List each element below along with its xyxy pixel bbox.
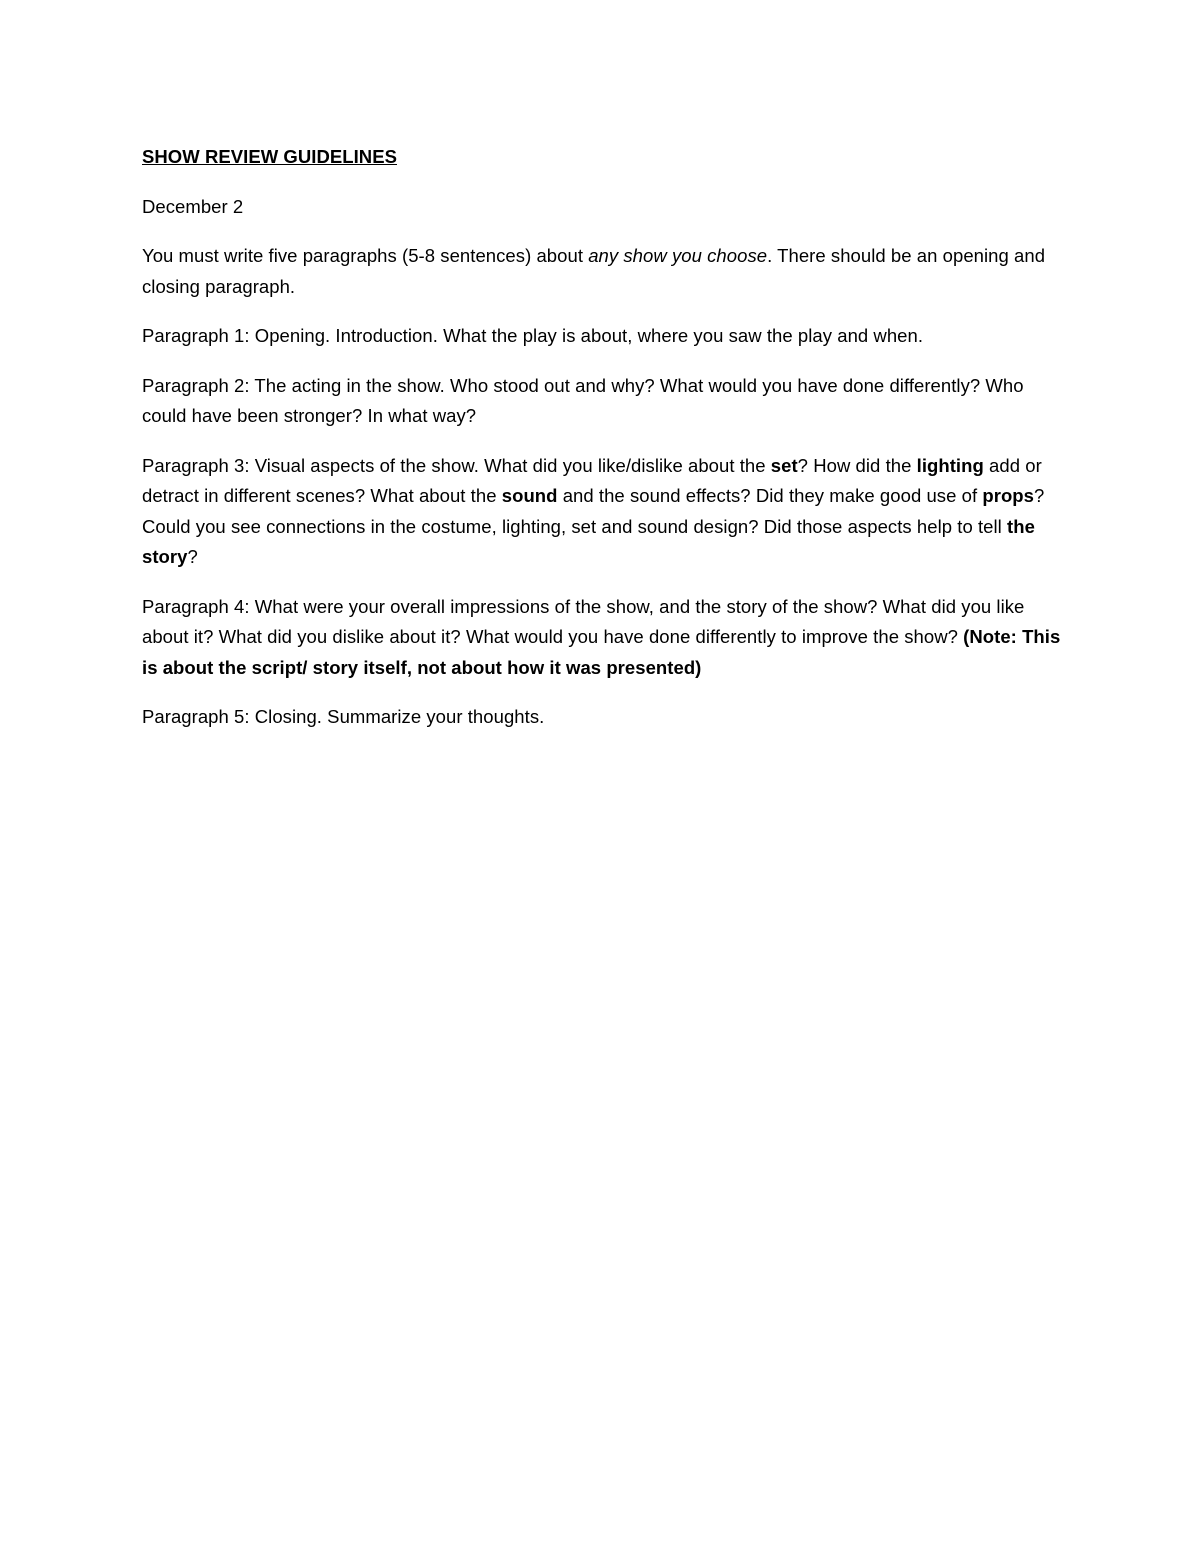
p4-bold-note: (Note: This is about the script/ story itself, not about how it was presented): [142, 626, 1061, 678]
paragraph-4-guideline: [142, 592, 1062, 684]
p3-bold-set: set: [770, 454, 798, 476]
intro-text-a: You must write five paragraphs (5-8 sentences) about: [142, 245, 589, 266]
paragraph-1-guideline: Paragraph 1: Opening. Introduction. What the play is about, where you saw the play and when.: [142, 325, 924, 346]
intro-text-c: . There should be an opening and closing paragraph.: [142, 245, 1046, 297]
document-date: December 2: [142, 195, 244, 217]
document-body: [142, 142, 1062, 752]
paragraph-2-guideline: Paragraph 2: The acting in the show. Who stood out and why? What would you have done differently? Who could have been stronger? In what way?: [142, 374, 1024, 426]
p3-bold-sound: sound: [501, 485, 558, 506]
p3-text-a: Paragraph 3: Visual aspects of the show. What did you like/dislike about the: [142, 454, 771, 476]
p4-text-a: Paragraph 4: What were your overall impressions of the show, and the story of the show? What did you like about it? What did you dislike about it? What would you have done differently to improve the show?: [142, 595, 1025, 647]
p3-bold-story: the story: [142, 515, 1035, 567]
p3-text-g: and the sound effects? Did they make good use of: [557, 485, 983, 506]
paragraph-5-guideline: Paragraph 5: Closing. Summarize your thoughts.: [142, 706, 545, 727]
p3-text-e: add or detract in different scenes? What about the: [142, 454, 1042, 506]
intro-text-italic: any show you choose: [588, 245, 768, 266]
p3-text-i: ? Could you see connections in the costume, lighting, set and sound design? Did those aspects help to tell: [142, 485, 1045, 537]
p3-text-k: ?: [187, 546, 198, 567]
paragraph-3-guideline: [142, 451, 1062, 573]
document-title: SHOW REVIEW GUIDELINES: [142, 146, 397, 167]
p3-text-c: ? How did the: [797, 454, 917, 476]
p3-bold-props: props: [982, 485, 1034, 506]
intro-paragraph: [142, 241, 1062, 302]
p3-bold-lighting: lighting: [916, 454, 984, 476]
